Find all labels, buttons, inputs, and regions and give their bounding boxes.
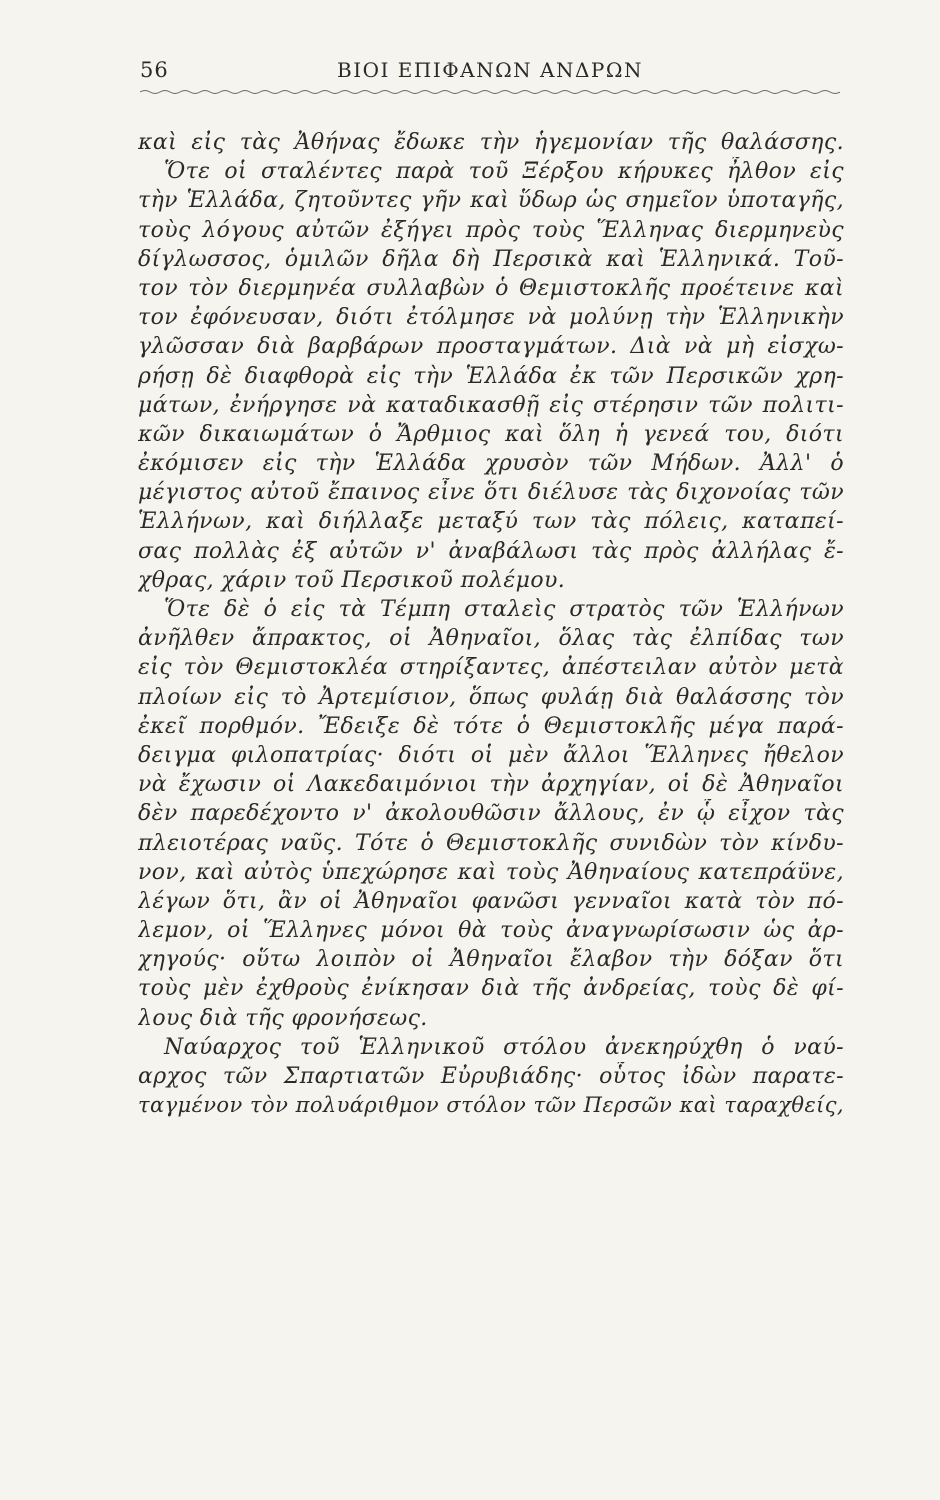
text-line: καὶ εἰς τὰς Ἀθήνας ἔδωκε τὴν ἡγεμονίαν τῆς θαλάσσης. <box>138 130 844 155</box>
text-line: δειγμα φιλοπατρίας· διότι οἱ μὲν ἄλλοι Ἕλληνες ἤθελον <box>138 742 844 768</box>
text-line: λεμον, οἱ Ἕλληνες μόνοι θὰ τοὺς ἀναγνωρίσωσιν ὡς ἀρ- <box>138 918 844 944</box>
text-line: νον, καὶ αὐτὸς ὑπεχώρησε καὶ τοὺς Ἀθηναίους κατεπράϋνε, <box>138 859 844 885</box>
text-line: Ναύαρχος τοῦ Ἑλληνικοῦ στόλου ἀνεκηρύχθη ὁ ναύ- <box>164 1034 844 1060</box>
text-line: μάτων, ἐνήργησε νὰ καταδικασθῇ εἰς στέρησιν τῶν πολιτι- <box>138 392 844 418</box>
header-rule <box>140 88 840 96</box>
text-line: τοὺς λόγους αὐτῶν ἐξήγει πρὸς τοὺς Ἕλληνας διερμηνεὺς <box>138 217 844 243</box>
text-line: ρήσῃ δὲ διαφθορὰ εἰς τὴν Ἑλλάδα ἐκ τῶν Περσικῶν χρη- <box>138 363 844 389</box>
text-line: κῶν δικαιωμάτων ὁ Ἄρθμιος καὶ ὅλη ἡ γενεά του, διότι <box>138 421 844 447</box>
text-line: εἰς τὸν Θεμιστοκλέα στηρίξαντες, ἀπέστειλαν αὐτὸν μετὰ <box>138 655 844 681</box>
text-line: αρχος τῶν Σπαρτιατῶν Εὐρυβιάδης· οὗτος ἰδὼν παρατε- <box>138 1064 844 1089</box>
text-line: ἐκεῖ πορθμόν. Ἔδειξε δὲ τότε ὁ Θεμιστοκλῆς μέγα παρά- <box>138 713 844 739</box>
text-line: ταγμένον τὸν πολυάριθμον στόλον τῶν Περσῶν καὶ ταραχθείς, <box>138 1093 844 1118</box>
text-line: Ὅτε δὲ ὁ εἰς τὰ Τέμπη σταλεὶς στρατὸς τῶν Ἑλλήνων <box>164 597 844 622</box>
text-line: νὰ ἔχωσιν οἱ Λακεδαιμόνιοι τὴν ἀρχηγίαν, οἱ δὲ Ἀθηναῖοι <box>138 772 844 798</box>
text-line: σας πολλὰς ἐξ αὐτῶν ν' ἀναβάλωσι τὰς πρὸς ἀλλήλας ἔ- <box>138 538 844 564</box>
page-number: 56 <box>140 58 169 82</box>
text-line: γλῶσσαν διὰ βαρβάρων προσταγμάτων. Διὰ νὰ μὴ εἰσχω- <box>138 334 844 360</box>
text-line: τὴν Ἑλλάδα, ζητοῦντες γῆν καὶ ὕδωρ ὡς σημεῖον ὑποταγῆς, <box>138 188 844 214</box>
text-line: τον τὸν διερμηνέα συλλαβὼν ὁ Θεμιστοκλῆς προέτεινε καὶ <box>138 275 844 301</box>
text-line: Ἑλλήνων, καὶ διήλλαξε μεταξύ των τὰς πόλεις, καταπεί- <box>138 509 844 535</box>
text-line: τον ἐφόνευσαν, διότι ἐτόλμησε νὰ μολύνῃ τὴν Ἑλληνικὴν <box>138 305 844 331</box>
text-line: πλοίων εἰς τὸ Ἀρτεμίσιον, ὅπως φυλάῃ διὰ θαλάσσης τὸν <box>138 684 844 710</box>
text-line: δὲν παρεδέχοντο ν' ἀκολουθῶσιν ἄλλους, ἐν ᾧ εἶχον τὰς <box>138 801 844 827</box>
text-line: ἀνῆλθεν ἄπρακτος, οἱ Ἀθηναῖοι, ὅλας τὰς ἐλπίδας των <box>138 626 844 652</box>
text-line: πλειοτέρας ναῦς. Τότε ὁ Θεμιστοκλῆς συνιδὼν τὸν κίνδυ- <box>138 830 844 856</box>
body-text <box>138 128 844 1120</box>
text-line: λέγων ὅτι, ἂν οἱ Ἀθηναῖοι φανῶσι γενναῖοι κατὰ τὸν πό- <box>138 888 844 914</box>
text-line: χθρας, χάριν τοῦ Περσικοῦ πολέμου. <box>138 567 566 593</box>
text-line: μέγιστος αὐτοῦ ἔπαινος εἶνε ὅτι διέλυσε τὰς διχονοίας τῶν <box>138 480 844 506</box>
text-line: τοὺς μὲν ἐχθροὺς ἐνίκησαν διὰ τῆς ἀνδρείας, τοὺς δὲ φί- <box>138 976 844 1002</box>
text-line: ἐκόμισεν εἰς τὴν Ἑλλάδα χρυσὸν τῶν Μήδων. Ἀλλ' ὁ <box>138 451 844 477</box>
text-line: χηγούς· οὕτω λοιπὸν οἱ Ἀθηναῖοι ἔλαβον τὴν δόξαν ὅτι <box>138 947 844 973</box>
running-title: ΒΙΟΙ ΕΠΙΦΑΝΩΝ ΑΝΔΡΩΝ <box>337 58 643 82</box>
text-line: λους διὰ τῆς φρονήσεως. <box>138 1005 428 1031</box>
text-line: δίγλωσσος, ὁμιλῶν δῆλα δὴ Περσικὰ καὶ Ἑλληνικά. Τοῦ- <box>138 246 844 272</box>
text-line: Ὅτε οἱ σταλέντες παρὰ τοῦ Ξέρξου κήρυκες ἦλθον εἰς <box>164 159 844 185</box>
